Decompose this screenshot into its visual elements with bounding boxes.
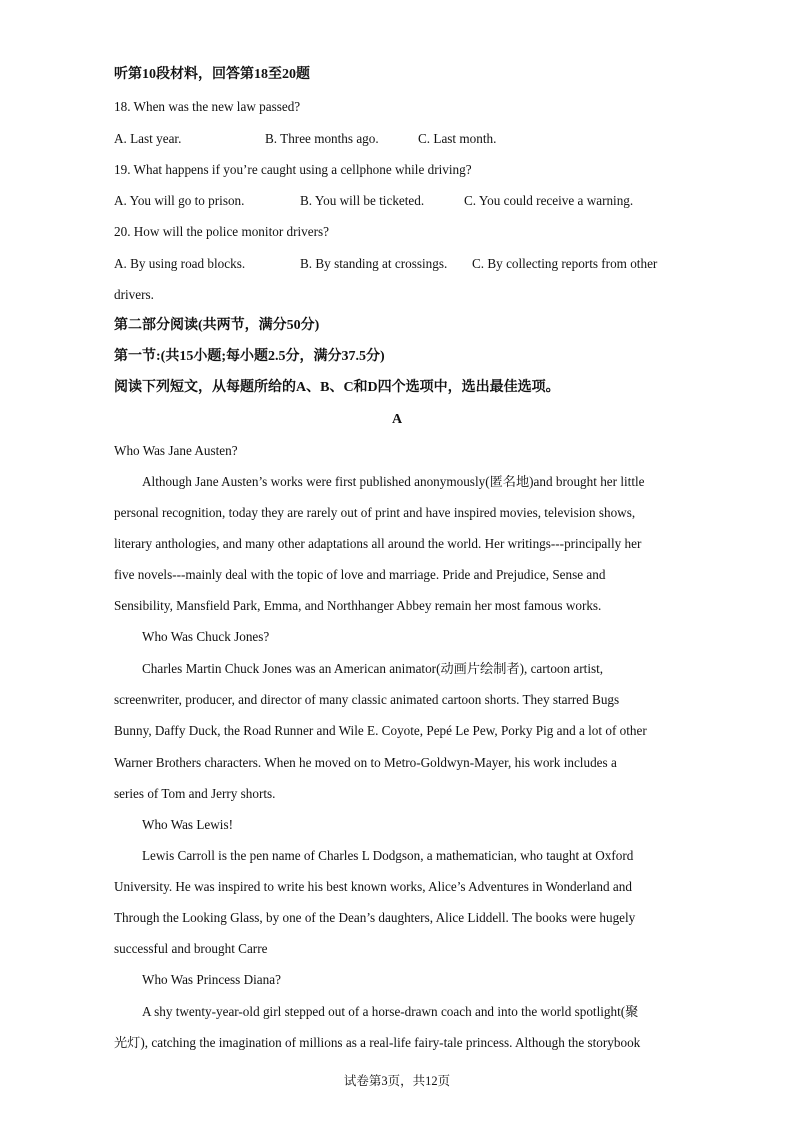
jones-paragraph-line: screenwriter, producer, and director of many classic animated cartoon shorts. They starred Bugs (114, 692, 620, 707)
question-20-option-b: B. By standing at crossings. (300, 256, 448, 271)
reading-instructions: 阅读下列短文，从每题所给的A、B、C和D四个选项中，选出最佳选项。 (114, 380, 560, 395)
jones-paragraph-line: Bunny, Daffy Duck, the Road Runner and Wile E. Coyote, Pepé Le Pew, Porky Pig and a lot of other (114, 723, 647, 738)
diana-paragraph-line: 光灯), catching the imagination of millions as a real-life fairy-tale princess. Although the storybook (114, 1035, 641, 1050)
question-19-stem: 19. What happens if you’re caught using a cellphone while driving? (114, 162, 472, 177)
question-19-option-b: B. You will be ticketed. (300, 193, 425, 208)
jones-paragraph-line: series of Tom and Jerry shorts. (114, 786, 276, 801)
question-20-option-a: A. By using road blocks. (114, 256, 246, 271)
diana-heading: Who Was Princess Diana? (142, 972, 281, 987)
listening-section-heading: 听第10段材料，回答第18至20题 (114, 67, 310, 82)
lewis-paragraph-line: University. He was inspired to write his best known works, Alice’s Adventures in Wonderland and (114, 879, 632, 894)
question-18-option-c: C. Last month. (418, 131, 497, 146)
lewis-heading: Who Was Lewis! (142, 817, 233, 832)
passage-label: A (391, 412, 403, 427)
question-20-option-c-continuation: drivers. (114, 287, 154, 302)
question-18-stem: 18. When was the new law passed? (114, 99, 301, 114)
jones-heading: Who Was Chuck Jones? (142, 629, 270, 644)
austen-paragraph-line: literary anthologies, and many other adaptations all around the world. Her writings---principally her (114, 536, 642, 551)
part-two-heading: 第二部分阅读(共两节，满分50分) (114, 318, 320, 333)
austen-heading: Who Was Jane Austen? (114, 443, 238, 458)
question-18-option-b: B. Three months ago. (265, 131, 379, 146)
page-footer: 试卷第3页，共12页 (343, 1074, 451, 1088)
jones-paragraph-line: Charles Martin Chuck Jones was an American animator(动画片绘制者), cartoon artist, (142, 661, 604, 676)
question-19-option-c: C. You could receive a warning. (464, 193, 634, 208)
question-18-option-a: A. Last year. (114, 131, 182, 146)
austen-paragraph-line: personal recognition, today they are rarely out of print and have inspired movies, television shows, (114, 505, 636, 520)
diana-paragraph-line: A shy twenty-year-old girl stepped out of a horse-drawn coach and into the world spotlight(聚 (142, 1004, 639, 1019)
austen-paragraph-line: five novels---mainly deal with the topic of love and marriage. Pride and Prejudice, Sense and (114, 567, 606, 582)
lewis-paragraph-line: successful and brought Carre (114, 941, 268, 956)
austen-paragraph-line: Sensibility, Mansfield Park, Emma, and Northhanger Abbey remain her most famous works. (114, 598, 602, 613)
lewis-paragraph-line: Lewis Carroll is the pen name of Charles L Dodgson, a mathematician, who taught at Oxford (142, 848, 634, 863)
section-one-heading: 第一节:(共15小题;每小题2.5分，满分37.5分) (114, 349, 385, 364)
jones-paragraph-line: Warner Brothers characters. When he moved on to Metro-Goldwyn-Mayer, his work includes a (114, 755, 617, 770)
question-20-option-c: C. By collecting reports from other (472, 256, 658, 271)
austen-paragraph-line: Although Jane Austen’s works were first published anonymously(匿名地)and brought her little (142, 474, 645, 489)
question-19-option-a: A. You will go to prison. (114, 193, 245, 208)
lewis-paragraph-line: Through the Looking Glass, by one of the Dean’s daughters, Alice Liddell. The books were hugely (114, 910, 636, 925)
question-20-stem: 20. How will the police monitor drivers? (114, 224, 329, 239)
